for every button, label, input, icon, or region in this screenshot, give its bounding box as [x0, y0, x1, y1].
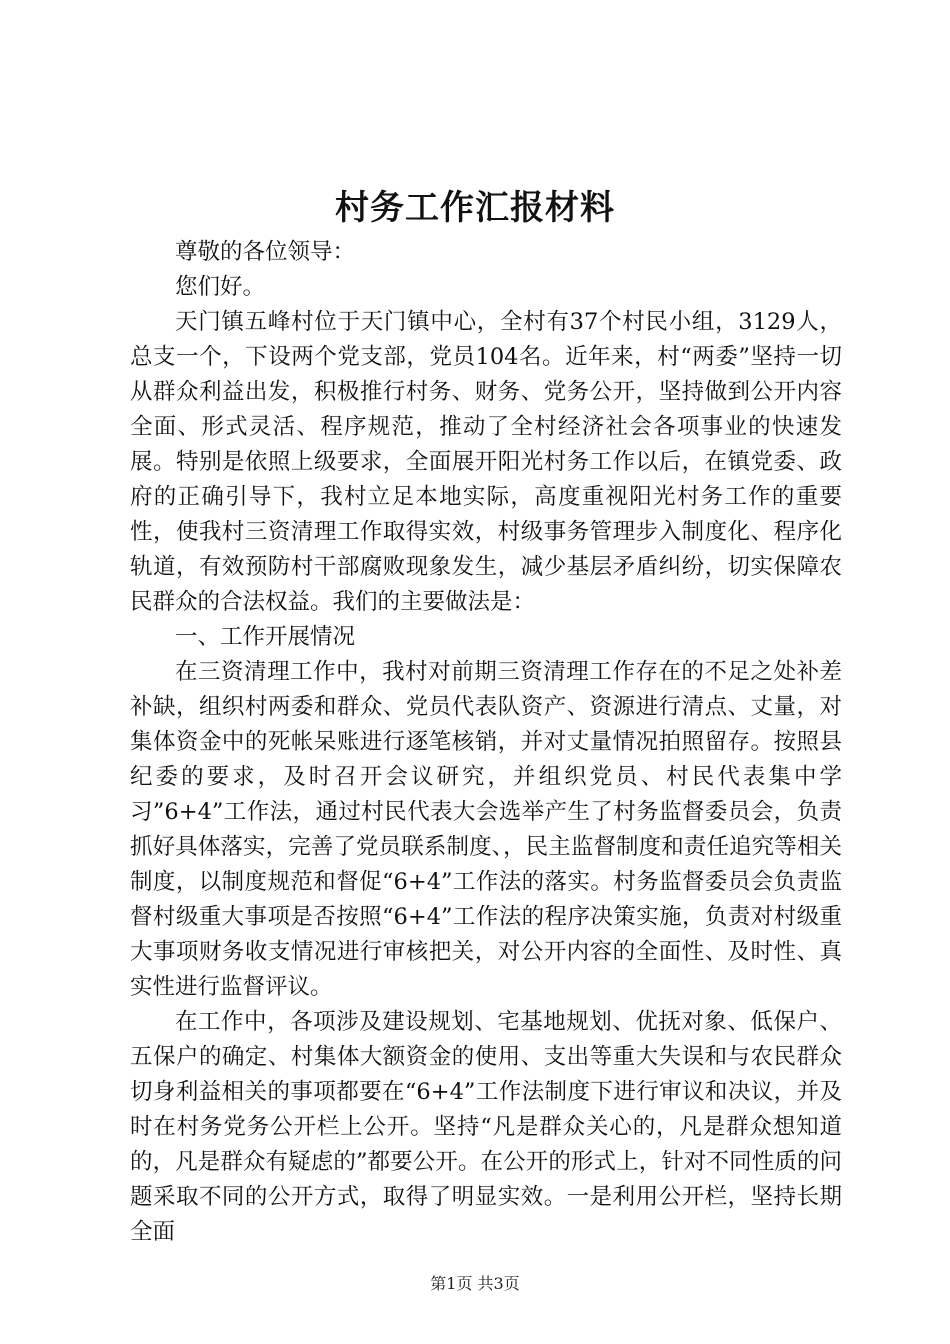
paragraph-intro: 天门镇五峰村位于天门镇中心，全村有37个村民小组，3129人，总支一个，下设两个党支部，党员104名。近年来，村“两委”坚持一切从群众利益出发，积极推行村务、财务、党务公开，坚持做到公开内容全面、形式灵活、程序规范，推动了全村经济社会各项事业的快速发展。特别是依照上级要求，全面展开阳光村务工作以后，在镇党委、政府的正确引导下，我村立足本地实际，高度重视阳光村务工作的重要性，使我村三资清理工作取得实效，村级事务管理步入制度化、程序化轨道，有效预防村干部腐败现象发生，减少基层矛盾纠纷，切实保障农民群众的合法权益。我们的主要做法是： [130, 309, 842, 615]
document-title: 村务工作汇报材料 [335, 188, 615, 228]
greeting: 您们好。 [175, 274, 266, 300]
paragraph-work-disclosure: 在工作中，各项涉及建设规划、宅基地规划、优抚对象、低保户、五保户的确定、村集体大额资金的使用、支出等重大失误和与农民群众切身利益相关的事项都要在“6+4”工作法制度下进行审议和决议，并及时在村务党务公开栏上公开。坚持“凡是群众关心的，凡是群众想知道的，凡是群众有疑虑的”都要公开。在公开的形式上，针对不同性质的问题采取不同的公开方式，取得了明显实效。一是利用公开栏，坚持长期全面 [130, 1009, 842, 1245]
salutation: 尊敬的各位领导： [175, 239, 356, 265]
paragraph-asset-cleanup: 在三资清理工作中，我村对前期三资清理工作存在的不足之处补差补缺，组织村两委和群众、党员代表队资产、资源进行清点、丈量，对集体资金中的死帐呆账进行逐笔核销，并对丈量情况拍照留存。按照县纪委的要求，及时召开会议研究，并组织党员、村民代表集中学习”6+4”工作法，通过村民代表大会选举产生了村务监督委员会，负责抓好具体落实，完善了党员联系制度、，民主监督制度和责任追究等相关制度，以制度规范和督促“6+4”工作法的落实。村务监督委员会负责监督村级重大事项是否按照“6+4”工作法的程序决策实施，负责对村级重大事项财务收支情况进行审核把关，对公开内容的全面性、及时性、真实性进行监督评议。 [130, 659, 842, 1000]
document-body [130, 235, 842, 1250]
section-heading: 一、工作开展情况 [175, 624, 356, 650]
page-footer: 第1页 共3页 [430, 1274, 520, 1293]
